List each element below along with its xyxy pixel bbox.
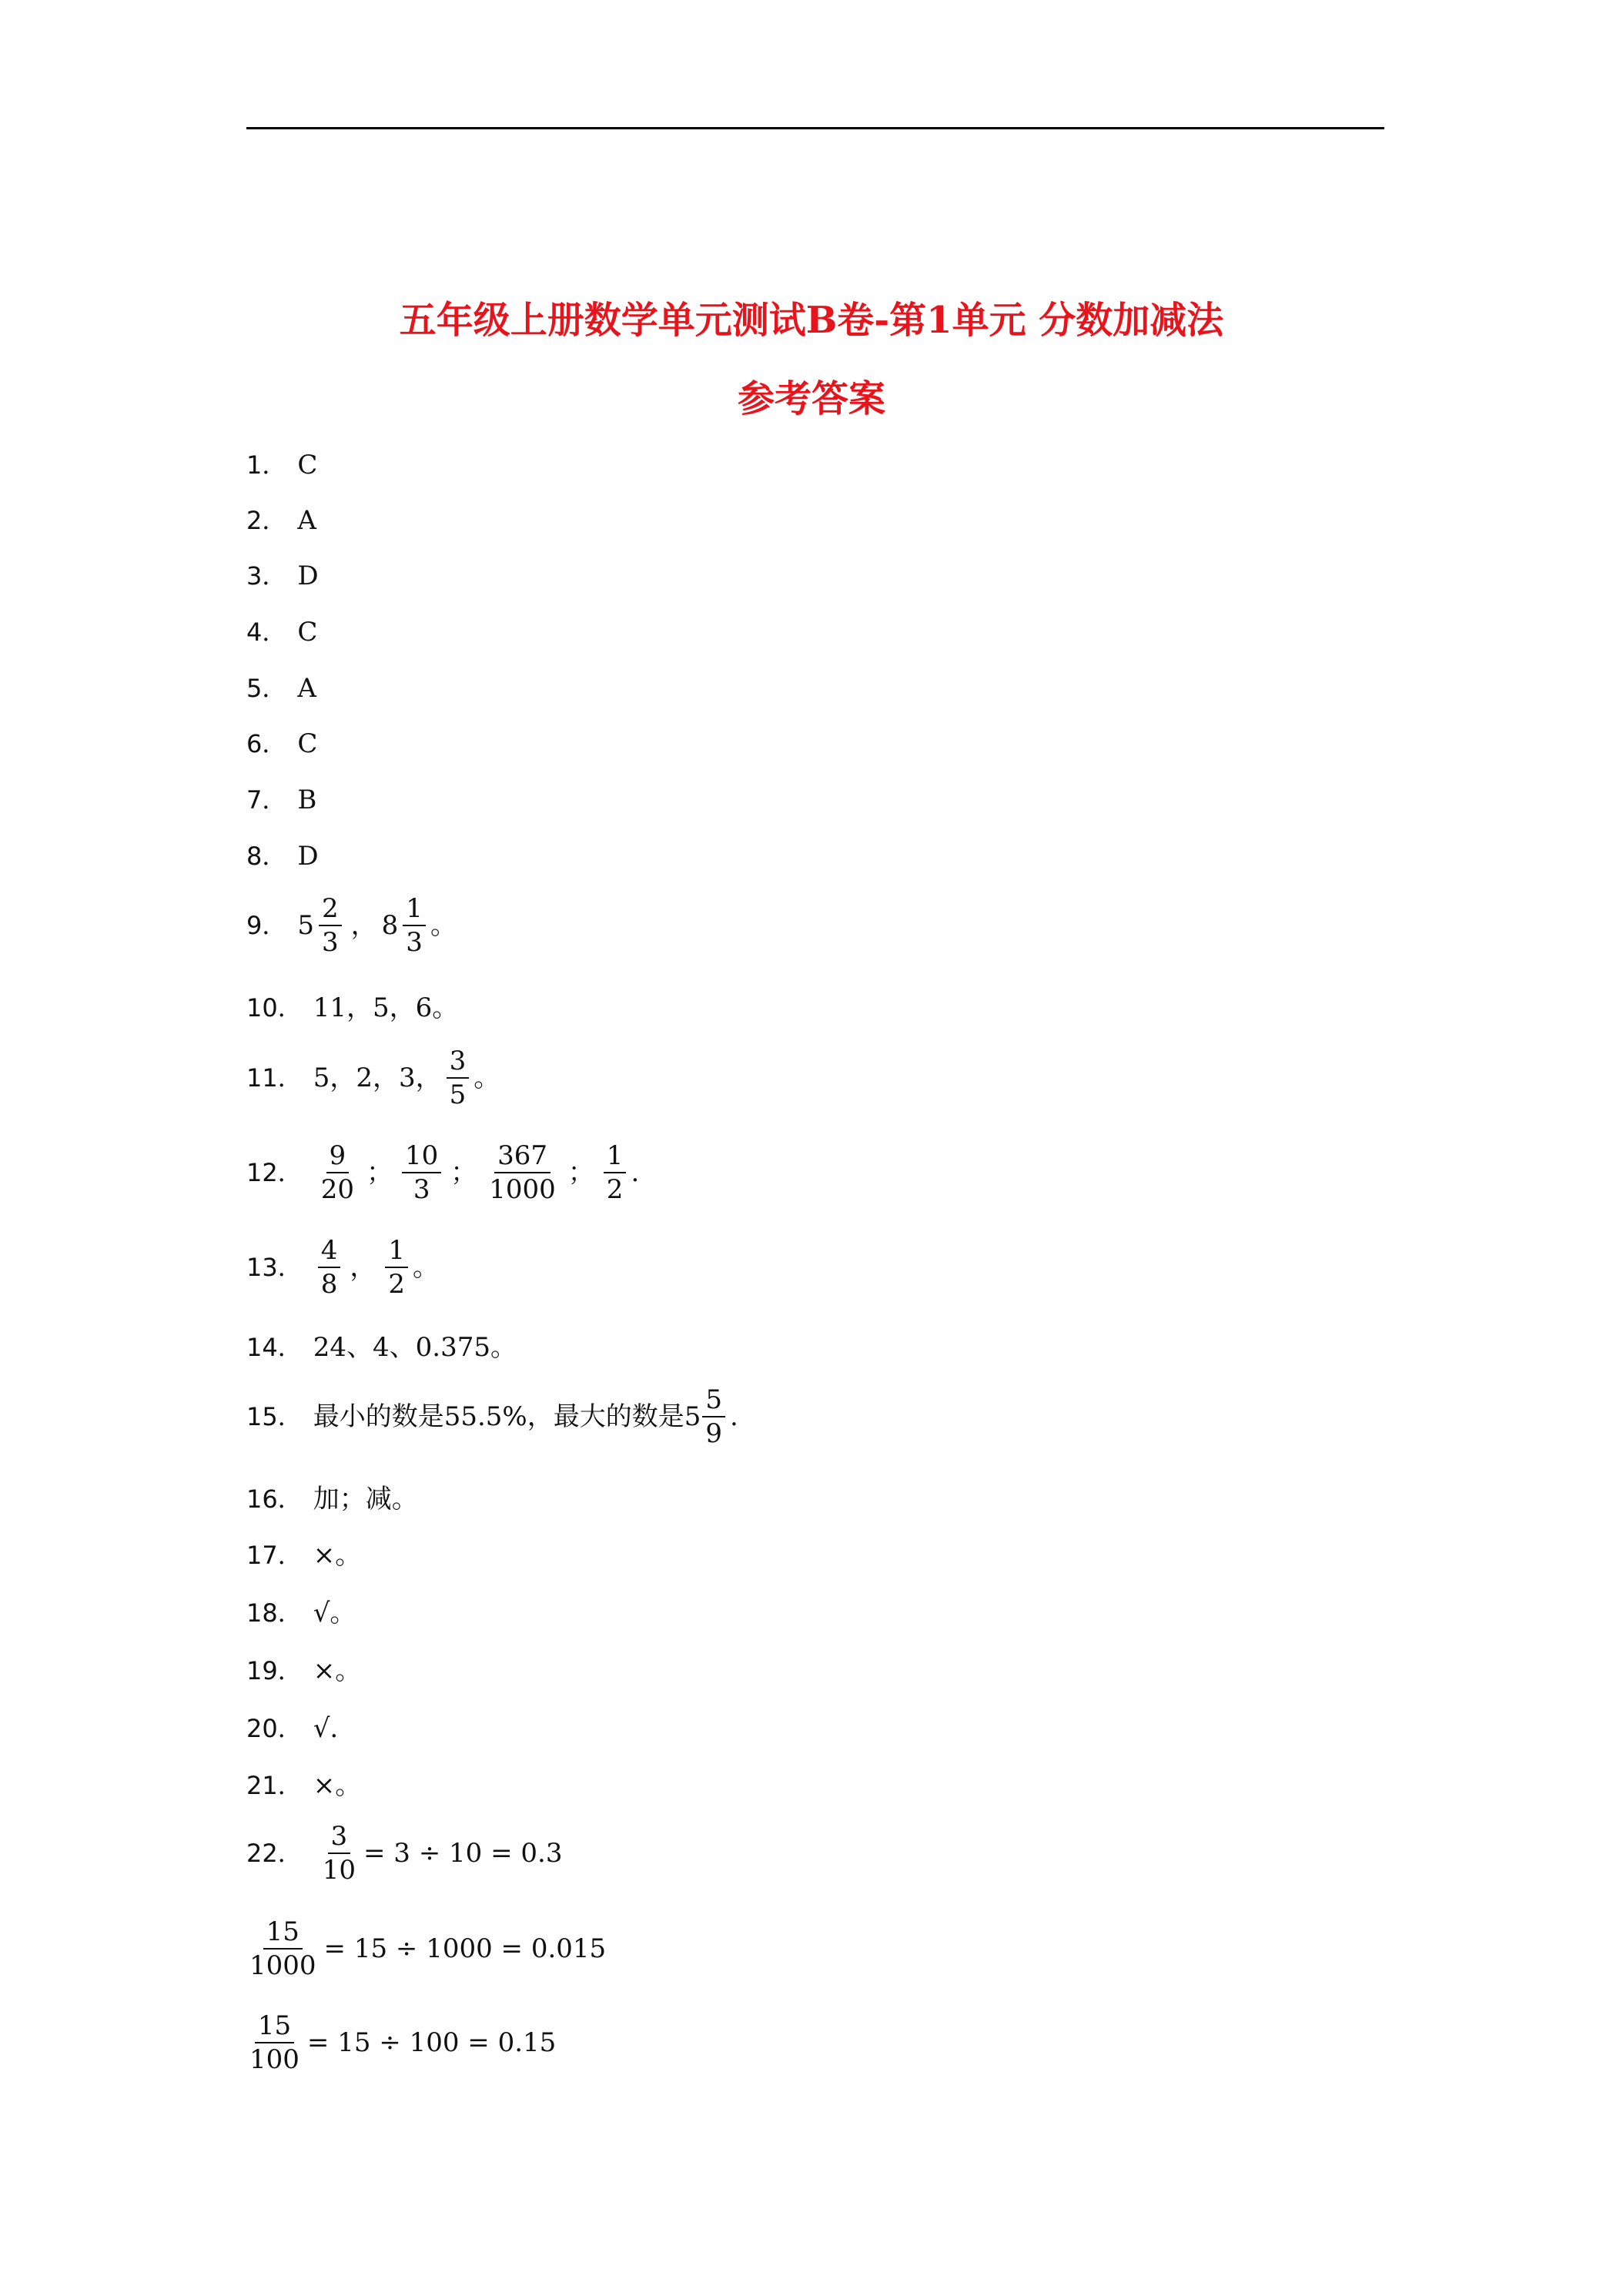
answer-10 bbox=[246, 992, 459, 1023]
numerator: 1 bbox=[604, 1143, 627, 1173]
denominator: 1000 bbox=[489, 1174, 556, 1205]
answer-6 bbox=[246, 728, 318, 759]
terminator: . bbox=[730, 1401, 738, 1432]
answer-text: ×。 bbox=[313, 1770, 362, 1801]
header-rule bbox=[246, 127, 1384, 129]
answer-number: 15． bbox=[246, 1402, 303, 1431]
answer-number: 17． bbox=[246, 1541, 303, 1570]
answer-7 bbox=[246, 787, 316, 813]
denominator: 10 bbox=[322, 1855, 356, 1886]
numerator: 4 bbox=[318, 1237, 341, 1268]
answer-text: √. bbox=[313, 1713, 339, 1744]
denominator: 2 bbox=[388, 1269, 406, 1300]
answer-number: 5． bbox=[246, 674, 287, 703]
separator: ； bbox=[450, 1157, 477, 1188]
answer-17 bbox=[246, 1540, 362, 1571]
answer-15 bbox=[246, 1384, 738, 1449]
fraction bbox=[318, 1140, 357, 1205]
denominator: 3 bbox=[413, 1174, 430, 1205]
answer-22 bbox=[246, 1821, 563, 1886]
equation-rest: = 15 ÷ 100 = 0.15 bbox=[306, 2027, 557, 2058]
numerator: 15 bbox=[263, 1919, 303, 1950]
separator: ， bbox=[350, 910, 377, 941]
answer-number: 4． bbox=[246, 618, 287, 647]
numerator: 3 bbox=[447, 1048, 470, 1079]
mixed-whole: 5 bbox=[297, 910, 315, 941]
answer-number: 7． bbox=[246, 785, 287, 815]
answer-text: C bbox=[297, 617, 318, 648]
page-subtitle: 参考答案 bbox=[737, 377, 885, 420]
terminator: 。 bbox=[474, 1063, 500, 1093]
fraction bbox=[604, 1140, 627, 1205]
numerator: 1 bbox=[385, 1237, 408, 1268]
answer-16 bbox=[246, 1486, 418, 1512]
answer-9 bbox=[246, 895, 457, 956]
denominator: 1000 bbox=[249, 1950, 316, 1981]
denominator: 5 bbox=[449, 1079, 467, 1110]
answer-number: 20． bbox=[246, 1714, 303, 1743]
numerator: 10 bbox=[402, 1143, 441, 1173]
denominator: 20 bbox=[320, 1174, 354, 1205]
answer-8 bbox=[246, 841, 319, 872]
equation-rest: = 15 ÷ 1000 = 0.015 bbox=[323, 1933, 607, 1964]
answer-19 bbox=[246, 1655, 362, 1686]
answer-number: 22． bbox=[246, 1839, 303, 1868]
answer-number: 3． bbox=[246, 561, 287, 591]
denominator: 3 bbox=[322, 927, 339, 958]
fraction bbox=[246, 1916, 320, 1981]
answer-text: 11，5，6。 bbox=[313, 992, 459, 1023]
answer-text: A bbox=[297, 505, 316, 536]
answer-text: 24、4、0.375。 bbox=[313, 1332, 517, 1363]
answer-number: 1． bbox=[246, 450, 287, 480]
fraction bbox=[402, 1140, 441, 1205]
answer-number: 10． bbox=[246, 993, 303, 1022]
equation-rest: = 3 ÷ 10 = 0.3 bbox=[363, 1838, 563, 1869]
separator: ； bbox=[567, 1157, 594, 1188]
answer-number: 18． bbox=[246, 1598, 303, 1628]
numerator: 367 bbox=[494, 1143, 550, 1173]
answer-text: 加；减。 bbox=[313, 1484, 418, 1514]
answer-number: 14． bbox=[246, 1333, 303, 1362]
answer-13 bbox=[246, 1235, 440, 1300]
answer-number: 9． bbox=[246, 911, 287, 940]
answer-text: ×。 bbox=[313, 1655, 362, 1686]
answer-21 bbox=[246, 1772, 361, 1799]
mixed-whole: 8 bbox=[381, 910, 399, 941]
denominator: 9 bbox=[705, 1418, 723, 1449]
answer-text: B bbox=[297, 785, 317, 815]
answer-number: 12． bbox=[246, 1158, 303, 1187]
fraction bbox=[246, 2010, 303, 2075]
answer-12 bbox=[246, 1140, 640, 1205]
answer-number: 6． bbox=[246, 729, 287, 758]
numerator: 15 bbox=[255, 2013, 294, 2043]
answer-20 bbox=[246, 1715, 338, 1742]
numerator: 1 bbox=[403, 895, 426, 926]
equation-2 bbox=[246, 1916, 607, 1981]
answer-14 bbox=[246, 1334, 517, 1361]
answer-number: 13． bbox=[246, 1253, 303, 1282]
fraction bbox=[318, 1235, 341, 1300]
answer-5 bbox=[246, 673, 316, 704]
answer-4 bbox=[246, 617, 318, 648]
denominator: 2 bbox=[606, 1174, 624, 1205]
answer-text: D bbox=[297, 841, 319, 872]
answer-text: D bbox=[297, 561, 319, 591]
numerator: 5 bbox=[702, 1387, 725, 1417]
denominator: 100 bbox=[249, 2044, 300, 2075]
fraction bbox=[320, 1821, 359, 1886]
fraction bbox=[385, 1235, 408, 1300]
answer-text: 最小的数是55.5%，最大的数是5 bbox=[313, 1401, 701, 1432]
separator: ； bbox=[366, 1157, 393, 1188]
answer-2 bbox=[246, 507, 316, 534]
answer-number: 11． bbox=[246, 1063, 303, 1093]
terminator: 。 bbox=[413, 1252, 440, 1283]
fraction bbox=[403, 895, 426, 956]
fraction bbox=[486, 1140, 559, 1205]
denominator: 8 bbox=[320, 1269, 338, 1300]
denominator: 3 bbox=[406, 927, 423, 958]
answer-11 bbox=[246, 1048, 500, 1108]
answer-text: C bbox=[297, 728, 318, 759]
answer-text: 5，2，3， bbox=[313, 1063, 442, 1093]
fraction bbox=[702, 1384, 725, 1449]
answer-number: 8． bbox=[246, 842, 287, 871]
answer-text: C bbox=[297, 450, 318, 480]
numerator: 3 bbox=[328, 1823, 351, 1854]
numerator: 9 bbox=[326, 1143, 350, 1173]
answer-3 bbox=[246, 563, 319, 589]
separator: ， bbox=[350, 1252, 376, 1283]
answer-text: A bbox=[297, 673, 316, 704]
fraction bbox=[319, 895, 342, 956]
answer-number: 2． bbox=[246, 506, 287, 535]
answer-18 bbox=[246, 1600, 356, 1626]
fraction bbox=[447, 1048, 470, 1108]
answer-number: 21． bbox=[246, 1771, 303, 1800]
equation-3 bbox=[246, 2010, 557, 2075]
answer-1 bbox=[246, 452, 317, 478]
answer-number: 19． bbox=[246, 1656, 303, 1685]
terminator: 。 bbox=[430, 910, 457, 941]
page-title: 五年级上册数学单元测试B卷-第1单元 分数加减法 bbox=[399, 299, 1224, 342]
numerator: 2 bbox=[319, 895, 342, 926]
answer-text: √。 bbox=[313, 1598, 356, 1628]
terminator: . bbox=[631, 1157, 640, 1188]
answer-number: 16． bbox=[246, 1484, 303, 1514]
answer-text: ×。 bbox=[313, 1540, 362, 1571]
